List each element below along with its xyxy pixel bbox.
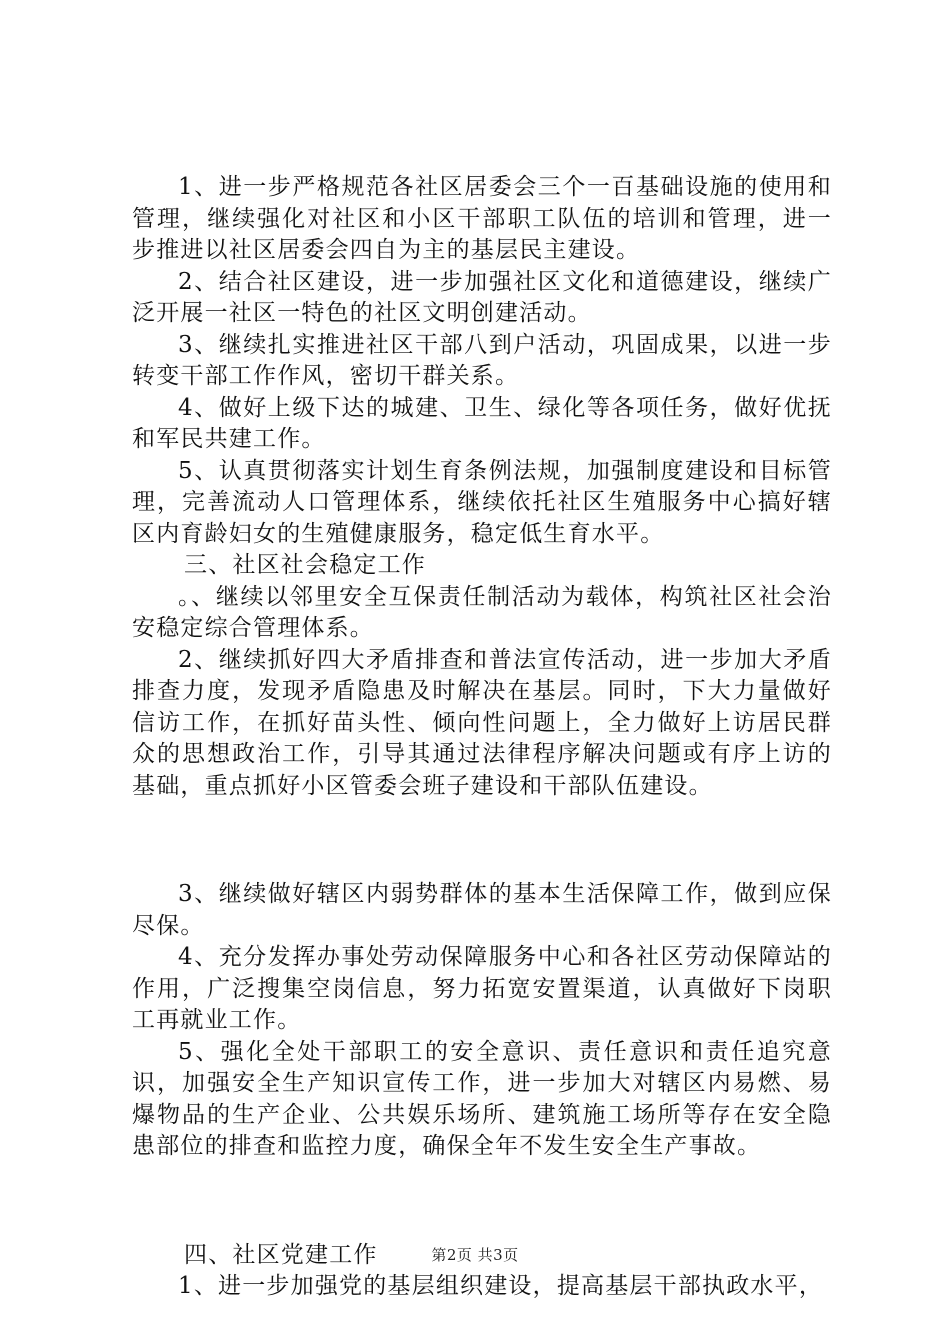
paragraph: 5、认真贯彻落实计划生育条例法规，加强制度建设和目标管理，完善流动人口管理体系，继续依托社区生殖服务中心搞好辖区内育龄妇女的生殖健康服务，稳定低生育水平。 <box>132 457 832 547</box>
paragraph: 2、结合社区建设，进一步加强社区文化和道德建设，继续广泛开展一社区一特色的社区文明创建活动。 <box>132 268 832 326</box>
paragraph: 1、进一步严格规范各社区居委会三个一百基础设施的使用和管理，继续强化对社区和小区干部职工队伍的培训和管理，进一步推进以社区居委会四自为主的基层民主建设。 <box>132 174 832 263</box>
blank-line <box>132 825 832 856</box>
paragraph: 1、进一步加强党的基层组织建设，提高基层干部执政水平， <box>178 1273 824 1299</box>
paragraph: 2、继续抓好四大矛盾排查和普法宣传活动，进一步加大矛盾排查力度，发现矛盾隐患及时解决在基层。同时，下大力量做好信访工作，在抓好苗头性、倾向性问题上，全力做好上访居民群众的思想政治工作，引导其通过法律程序解决问题或有序上访的基础，重点抓好小区管委会班子建设和干部队伍建设。 <box>132 646 832 799</box>
section-heading: 三、社区社会稳定工作 <box>184 552 426 578</box>
paragraph: 。、继续以邻里安全互保责任制活动为载体，构筑社区社会治安稳定综合管理体系。 <box>132 583 832 641</box>
document-body <box>132 172 832 1303</box>
paragraph: 4、充分发挥办事处劳动保障服务中心和各社区劳动保障站的作用，广泛搜集空岗信息，努力拓宽安置渠道，认真做好下岗职工再就业工作。 <box>132 944 832 1033</box>
section-heading: 四、社区党建工作 <box>184 1241 378 1268</box>
blank-line <box>132 1186 832 1217</box>
paragraph: 3、继续做好辖区内弱势群体的基本生活保障工作，做到应保尽保。 <box>132 881 832 939</box>
page-footer: 第2页 共3页 <box>431 1246 519 1264</box>
paragraph: 5、强化全处干部职工的安全意识、责任意识和责任追究意识，加强安全生产知识宣传工作，进一步加大对辖区内易燃、易爆物品的生产企业、公共娱乐场所、建筑施工场所等存在安全隐患部位的排查和监控力度，确保全年不发生安全生产事故。 <box>132 1038 832 1159</box>
paragraph: 4、做好上级下达的城建、卫生、绿化等各项任务，做好优抚和军民共建工作。 <box>132 394 832 452</box>
paragraph: 3、继续扎实推进社区干部八到户活动，巩固成果，以进一步转变干部工作作风，密切干群关系。 <box>132 331 832 389</box>
